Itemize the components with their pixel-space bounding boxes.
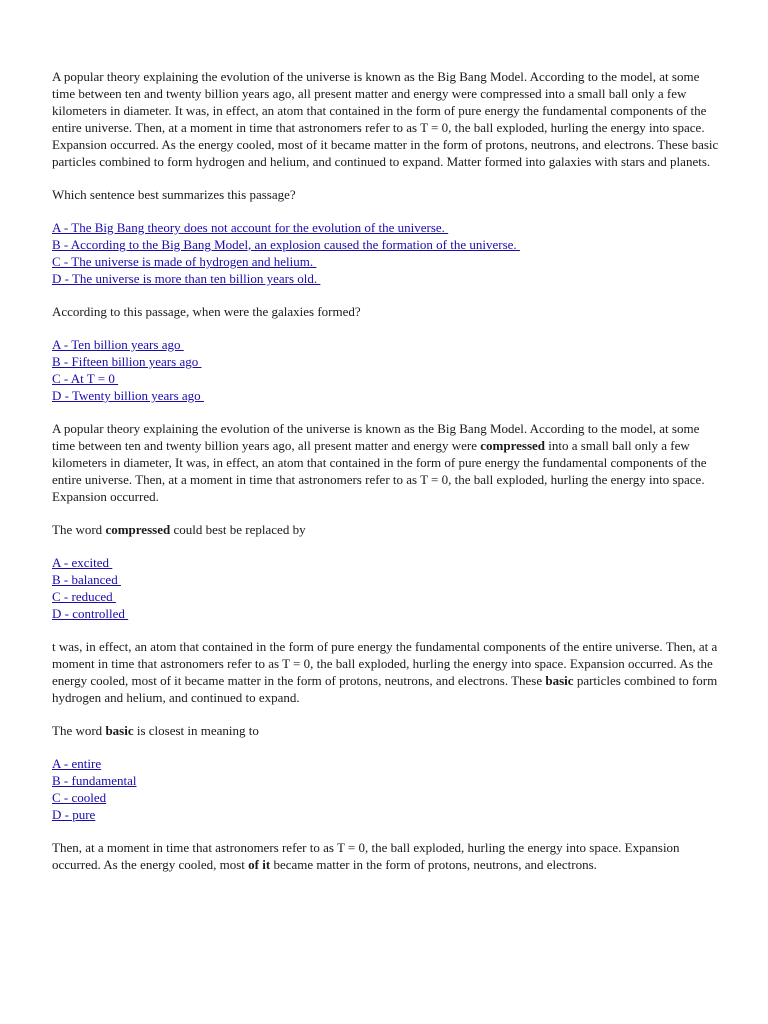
question-4-prompt-after: is closest in meaning to bbox=[133, 723, 259, 738]
question-4-prompt-before: The word bbox=[52, 723, 106, 738]
question-4-prompt bbox=[52, 722, 722, 739]
passage-3-text-after: particles combined to form hydrogen and helium, and continued to expand. bbox=[52, 673, 718, 705]
question-3-answer-b[interactable]: B - balanced bbox=[52, 572, 121, 587]
question-1-answer-c[interactable]: C - The universe is made of hydrogen and helium. bbox=[52, 254, 317, 269]
question-4-answer-c[interactable]: C - cooled bbox=[52, 790, 107, 805]
question-1-prompt: Which sentence best summarizes this passage? bbox=[52, 187, 296, 202]
question-4-answer-a[interactable]: A - entire bbox=[52, 756, 102, 771]
question-3-answer-a[interactable]: A - excited bbox=[52, 555, 113, 570]
question-3-answer-d[interactable]: D - controlled bbox=[52, 606, 129, 621]
passage-4-text-before: Then, at a moment in time that astronomers refer to as T = 0, the ball exploded, hurling the energy into space. Expansion occurred. As the energy cooled, most bbox=[52, 840, 680, 872]
question-3-prompt-word: compressed bbox=[105, 522, 171, 537]
passage-4-text-after: became matter in the form of protons, neutrons, and electrons. bbox=[270, 857, 597, 872]
question-2-answer-b[interactable]: B - Fifteen billion years ago bbox=[52, 354, 202, 369]
document-page bbox=[52, 68, 722, 889]
question-2-answer-c[interactable]: C - At T = 0 bbox=[52, 371, 119, 386]
passage-2 bbox=[52, 420, 722, 505]
question-2-prompt: According to this passage, when were the galaxies formed? bbox=[52, 304, 361, 319]
passage-2-highlight: compressed bbox=[480, 438, 546, 453]
passage-4 bbox=[52, 839, 722, 873]
question-3-answer-c[interactable]: C - reduced bbox=[52, 589, 116, 604]
question-1-answers bbox=[52, 219, 722, 287]
passage-1: A popular theory explaining the evolution of the universe is known as the Big Bang Model. According to the model, at some time between ten and twenty billion years ago, all present matter and energy were compressed into a small ball only a few kilometers in diameter. It was, in effect, an atom that contained in the form of pure energy the fundamental components of the entire universe. Then, at a moment in time that astronomers refer to as T = 0, the ball exploded, hurling the energy into space. Expansion occurred. As the energy cooled, most of it became matter in the form of protons, neutrons, and electrons. These basic particles combined to form hydrogen and helium, and continued to expand. Matter formed into galaxies with stars and planets. bbox=[52, 69, 719, 169]
question-1-answer-b[interactable]: B - According to the Big Bang Model, an explosion caused the formation of the universe. bbox=[52, 237, 520, 252]
question-4-answers bbox=[52, 755, 722, 823]
passage-3-text-before: t was, in effect, an atom that contained in the form of pure energy the fundamental components of the entire universe. Then, at a moment in time that astronomers refer to as T = 0, the ball exploded, hurling the energy into space. Expansion occurred. As the energy cooled, most of it became matter in the form of protons, neutrons, and electrons. These bbox=[52, 639, 718, 688]
question-3-prompt bbox=[52, 521, 722, 538]
question-4-prompt-word: basic bbox=[105, 723, 134, 738]
passage-2-text-after: into a small ball only a few kilometers in diameter, It was, in effect, an atom that contained in the form of pure energy the fundamental components of the entire universe. Then, at a moment in time that astronomers refer to as T = 0, the ball exploded, hurling the energy into space. Expansion occurred. bbox=[52, 438, 707, 504]
question-4-answer-b[interactable]: B - fundamental bbox=[52, 773, 137, 788]
question-2-answer-a[interactable]: A - Ten billion years ago bbox=[52, 337, 184, 352]
passage-3 bbox=[52, 638, 722, 706]
question-1-answer-d[interactable]: D - The universe is more than ten billion years old. bbox=[52, 271, 321, 286]
question-2-answer-d[interactable]: D - Twenty billion years ago bbox=[52, 388, 204, 403]
passage-2-text-before: A popular theory explaining the evolution of the universe is known as the Big Bang Model. According to the model, at some time between ten and twenty billion years ago, all present matter and energy were bbox=[52, 421, 700, 453]
passage-4-highlight: of it bbox=[248, 857, 271, 872]
question-2-answers bbox=[52, 336, 722, 404]
question-3-answers bbox=[52, 554, 722, 622]
question-1-answer-a[interactable]: A - The Big Bang theory does not account for the evolution of the universe. bbox=[52, 220, 449, 235]
question-3-prompt-before: The word bbox=[52, 522, 106, 537]
passage-3-highlight: basic bbox=[545, 673, 574, 688]
question-4-answer-d[interactable]: D - pure bbox=[52, 807, 96, 822]
question-3-prompt-after: could best be replaced by bbox=[170, 522, 306, 537]
